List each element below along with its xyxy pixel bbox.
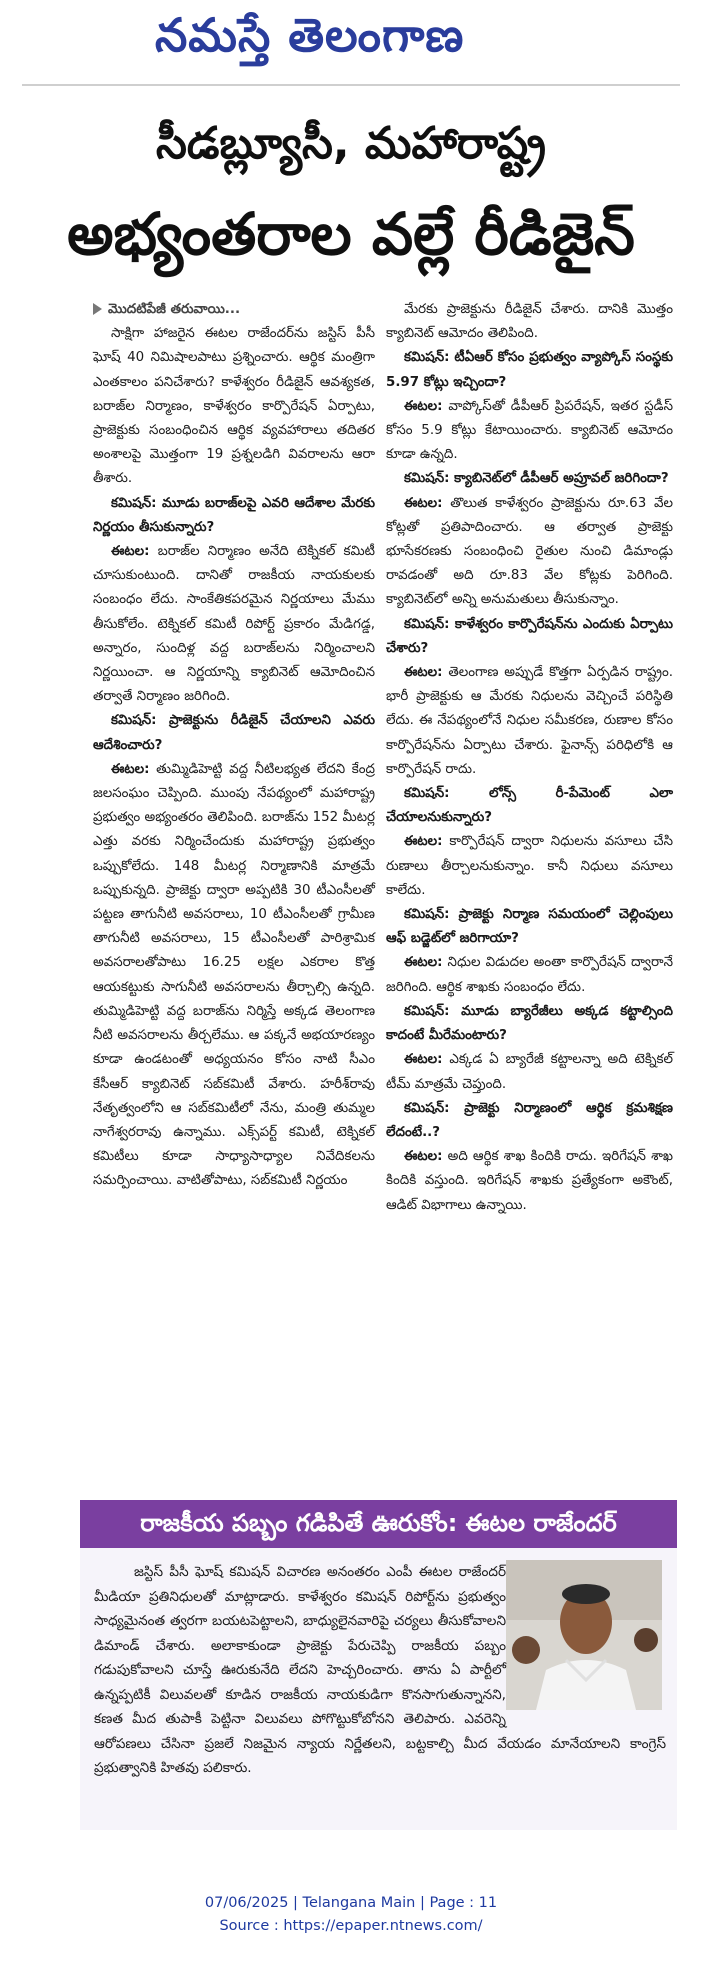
paragraph-text: కార్పొరేషన్ ద్వారా నిధులను వసూలు చేసి రుణాలు తీర్చాలనుకున్నాం. కానీ నిధులు వసూలు కాలేదు. <box>386 834 674 898</box>
paragraph <box>386 1000 673 1048</box>
paragraph <box>386 467 673 491</box>
paragraph <box>93 709 375 757</box>
paragraph <box>93 758 375 1194</box>
speaker-label: ఈటల: <box>111 761 150 777</box>
paragraph-text: తెలంగాణ అప్పుడే కొత్తగా ఏర్పడిన రాష్ట్రం. భారీ ప్రాజెక్టుకు ఆ మేరకు నిధులను వెచ్చించే పరిస్థితి లేదు. ఈ నేపథ్యంలోనే నిధుల సమీకరణ, రుణాల కోసం కార్పొరేషన్‌ను ఏర్పాటు చేశారు. ఫైనాన్స్ పరిధిలోకి ఆ కార్పొరేషన్ రాదు. <box>386 665 673 777</box>
headline-line-2: అభ్యంతరాల వల్లే రీడిజైన్ <box>67 200 635 268</box>
paragraph <box>386 661 673 782</box>
speaker-label: ఈటల: <box>111 544 150 560</box>
photo-image <box>506 1560 662 1710</box>
sidebar-box-body: జస్టిస్ పీసీ ఘోష్ కమిషన్ విచారణ అనంతరం ఎంపీ ఈటల రాజేందర్ మీడియా ప్రతినిధులతో మాట్లాడారు. కాళేశ్వరం కమిషన్ రిపోర్ట్‌ను ప్రభుత్వం సాధ్యమైనంత త్వరగా బయటపెట్టాలని, బాధ్యులైనవారిపై చర్యలు తీసుకోవాలని డిమాండ్ చేశారు. అలాకాకుండా ప్రాజెక్టు పేరుచెప్పి రాజకీయ పబ్బం గడుపుకోవాలని చూస్తే ఊరుకునేది లేదని హెచ్చరించారు. తాను ఏ పార్టీలో ఉన్నప్పటికీ విలువలతో కూడిన రాజకీయ నాయకుడిగా కొనసాగుతున్నానని, కణత మీద తుపాకీ పెట్టినా విలువలు పోగొట్టుకోబోనని తెలిపారు. ఎవరెన్ని ఆరోపణలు చేసినా ప్రజలే నిజమైన న్యాయ నిర్ణేతలని, బట్టకాల్చి మీద వేయడం మానేయాలని కాంగ్రెస్ ప్రభుత్వానికి హితవు పలికారు. <box>94 1564 666 1776</box>
paragraph <box>386 492 673 613</box>
paragraph-text: ప్రాజెక్టు నిర్మాణ సమయంలో చెల్లింపులు ఆఫ్ బడ్జెట్‌లో జరిగాయా? <box>386 907 673 947</box>
paragraph <box>386 613 673 661</box>
speaker-label: ఈటల: <box>404 398 443 414</box>
paragraph <box>386 298 673 346</box>
paragraph-text: మూడు బ్యారేజీలు అక్కడ కట్టాల్సింది కాదంటే మీరేమంటారు? <box>386 1003 673 1044</box>
sidebar-box-banner <box>80 1500 677 1548</box>
paragraph-text: కాళేశ్వరం కార్పొరేషన్‌ను ఎందుకు ఏర్పాటు చేశారు? <box>386 616 673 656</box>
paragraph-text: లోన్స్ రీ-పేమెంట్ ఎలా చేయాలనుకున్నారు? <box>386 786 673 826</box>
paragraph-text: నిధుల విడుదల అంతా కార్పొరేషన్ ద్వారానే జరిగింది. ఆర్థిక శాఖకు సంబంధం లేదు. <box>386 955 673 995</box>
headline-line-1: సీడబ్ల్యూసీ, మహారాష్ట్ర <box>156 118 546 169</box>
paragraph-text: తొలుత కాళేశ్వరం ప్రాజెక్టును రూ.63 వేల కోట్లతో ప్రతిపాదించారు. ఆ తర్వాత ప్రాజెక్టు భూసేకరణకు సంబంధించి రైతుల నుంచి డిమాండ్లు రావడంతో అది రూ.83 వేల కోట్లకు పెరిగింది. క్యాబినెట్‌లో అన్ని అనుమతులు తీసుకున్నాం. <box>386 495 673 608</box>
paragraph-text: మూడు బరాజ్‌లపై ఎవరి ఆదేశాల మేరకు నిర్ణయం తీసుకున్నారు? <box>93 495 375 535</box>
paragraph-text: క్యాబినెట్‌లో డీపీఆర్ అప్రూవల్ జరిగిందా? <box>454 471 669 487</box>
speaker-label: ఈటల: <box>404 1149 443 1165</box>
sidebar-box <box>80 1500 677 1830</box>
article-column-left <box>93 298 375 1194</box>
footer-source: Source : https://epaper.ntnews.com/ <box>219 1918 483 1934</box>
arrow-icon <box>93 303 102 315</box>
speaker-label: కమిషన్: <box>111 713 157 729</box>
speaker-label: కమిషన్: <box>404 1003 450 1019</box>
paragraph-text: ప్రాజెక్టు నిర్మాణంలో ఆర్థిక క్రమశిక్షణ లేదంటే..? <box>386 1100 673 1140</box>
speaker-label: ఈటల: <box>404 834 443 850</box>
footer-date-page: 07/06/2025 | Telangana Main | Page : 11 <box>204 1895 498 1911</box>
paragraph <box>386 1145 673 1218</box>
paragraph-text: సాక్షిగా హాజరైన ఈటల రాజేందర్‌ను జస్టిస్ పీసీ ఘోష్ 40 నిమిషాలపాటు ప్రశ్నించారు. ఆర్థిక మంత్రిగా ఎంతకాలం పనిచేశారు? కాళేశ్వరం రీడిజైన్ ఆవశ్యకత, బరాజ్‌ల నిర్మాణం, కాళేశ్వరం కార్పొరేషన్ ఏర్పాటు, ప్రాజెక్టుకు సంబంధించిన ఆర్థిక వ్యవహారాలు తదితర అంశాలపై మొత్తంగా 19 ప్రశ్నలడిగి వివరాలను ఆరా తీశారు. <box>93 326 375 487</box>
speaker-label: ఈటల: <box>404 665 443 681</box>
paragraph-text: ఎక్కడ ఏ బ్యారేజీ కట్టాలన్నా అది టెక్నికల్ టీమ్ మాత్రమే చెప్తుంది. <box>386 1052 673 1092</box>
masthead <box>0 0 702 70</box>
paragraph <box>93 540 375 709</box>
paragraph <box>386 951 673 999</box>
masthead-title: నమస్తే తెలంగాణ <box>155 8 465 62</box>
speaker-label: కమిషన్: <box>404 350 450 366</box>
paragraph <box>386 782 673 830</box>
paragraph <box>93 322 375 491</box>
paragraph-text: బరాజ్‌ల నిర్మాణం అనేది టెక్నికల్ కమిటీ చూసుకుంటుంది. దానితో రాజకీయ నాయకులకు సంబంధం లేదు. సాంకేతికపరమైన నిర్ణయాలు మేము తీసుకోలేం. టెక్నికల్ కమిటీ రిపోర్ట్ ప్రకారం మేడిగడ్డ, అన్నారం, సుందిళ్ల వద్ద బరాజ్‌లను నిర్మించాలని నిర్ణయించా. ఆ నిర్ణయాన్ని క్యాబినెట్ ఆమోదించిన తర్వాతే నిర్మాణం జరిగింది. <box>93 544 375 705</box>
speaker-label: ఈటల: <box>404 1052 443 1068</box>
speaker-label: ఈటల: <box>404 955 443 971</box>
speaker-label: ఈటల: <box>404 495 443 511</box>
paragraph <box>386 346 673 394</box>
kicker: మొదటిపేజీ తరువాయి... <box>93 298 375 322</box>
paragraph <box>93 492 375 540</box>
article-column-right <box>386 298 673 1218</box>
paragraph <box>386 1048 673 1096</box>
paragraph <box>386 903 673 951</box>
paragraph-text: మేరకు ప్రాజెక్టును రీడిజైన్ చేశారు. దానికి మొత్తం క్యాబినెట్ ఆమోదం తెలిపింది. <box>386 302 673 342</box>
sidebar-box-title: రాజకీయ పబ్బం గడిపితే ఊరుకోం: ఈటల రాజేందర్ <box>140 1509 617 1537</box>
right-column-body <box>386 298 673 1218</box>
photo-eatala-rajender <box>506 1560 666 1720</box>
left-column-body <box>93 322 375 1193</box>
speaker-label: కమిషన్: <box>404 1100 450 1116</box>
masthead-divider <box>22 84 680 86</box>
paragraph-text: ప్రాజెక్టును రీడిజైన్ చేయాలని ఎవరు ఆదేశించారు? <box>93 713 375 753</box>
speaker-label: కమిషన్: <box>404 616 450 632</box>
paragraph <box>386 830 673 903</box>
paragraph-text: టీఏఆర్ కోసం ప్రభుత్వం వ్యాప్కోస్ సంస్థకు 5.97 కోట్లు ఇచ్చిందా? <box>386 350 673 390</box>
paragraph-text: అది ఆర్థిక శాఖ కిందికి రాదు. ఇరిగేషన్ శాఖ కిందికి వస్తుంది. ఇరిగేషన్ శాఖకు ప్రత్యేకంగా అకౌంట్, ఆడిట్ విభాగాలు ఉన్నాయి. <box>386 1149 673 1213</box>
paragraph <box>386 395 673 468</box>
speaker-label: కమిషన్: <box>404 471 450 487</box>
paragraph-text: వాప్కోస్‌తో డీపీఆర్ ప్రిపరేషన్, ఇతర స్టడీస్ కోసం 5.9 కోట్లు కేటాయించారు. క్యాబినెట్ ఆమోదం కూడా ఉన్నది. <box>386 398 673 463</box>
sidebar-box-text <box>94 1560 666 1781</box>
speaker-label: కమిషన్: <box>404 786 450 802</box>
speaker-label: కమిషన్: <box>404 907 450 923</box>
paragraph <box>386 1097 673 1145</box>
paragraph-text: తుమ్మిడిహెట్టి వద్ద నీటిలభ్యత లేదని కేంద్ర జలసంఘం చెప్పింది. ముంపు నేపథ్యంలో మహారాష్ట్ర ప్రభుత్వం అభ్యంతరం తెలిపింది. బరాజ్‌ను 152 మీటర్ల ఎత్తు వరకు నిర్మించేందుకు మహారాష్ట్ర ప్రభుత్వం ఒప్పుకోలేదు. 148 మీటర్ల నిర్మాణానికి మాత్రమే ఒప్పుకున్నది. ప్రాజెక్టు ద్వారా అప్పటికి 30 టీఎంసీలతో పట్టణ తాగునీటి అవసరాలు, 10 టీఎంసీలతో గ్రామీణ తాగునీటి అవసరాలు, 15 టీఎంసీలతో పారిశ్రామిక అవసరాలతోపాటు 16.25 లక్షల ఎకరాల కొత్త ఆయకట్టుకు సాగునీటి అవసరాలను తీర్చాల్సి ఉన్నది. తుమ్మిడిహెట్టి వద్ద బరాజ్‌ను నిర్మిస్తే అక్కడ తెలంగాణ నీటి అవసరాలను తీర్చలేము. ఆ పక్కనే అభయారణ్యం కూడా ఉండటంతో అధ్యయనం కోసం నాటి సీఎం కేసీఆర్ క్యాబినెట్ సబ్‌కమిటీ వేశారు. హరీశ్‌రావు నేతృత్వంలోని ఆ సబ్‌కమిటీలో నేను, మంత్రి తుమ్మల నాగేశ్వరరావు ఉన్నాము. ఎక్స్‌పర్ట్ కమిటీ, టెక్నికల్ కమిటీలు కూడా సాధ్యాసాధ్యాల నివేదికలను సమర్పించాయి. వాటితోపాటు, సబ్‌కమిటీ నిర్ణయం <box>93 761 376 1189</box>
speaker-label: కమిషన్: <box>111 495 157 511</box>
